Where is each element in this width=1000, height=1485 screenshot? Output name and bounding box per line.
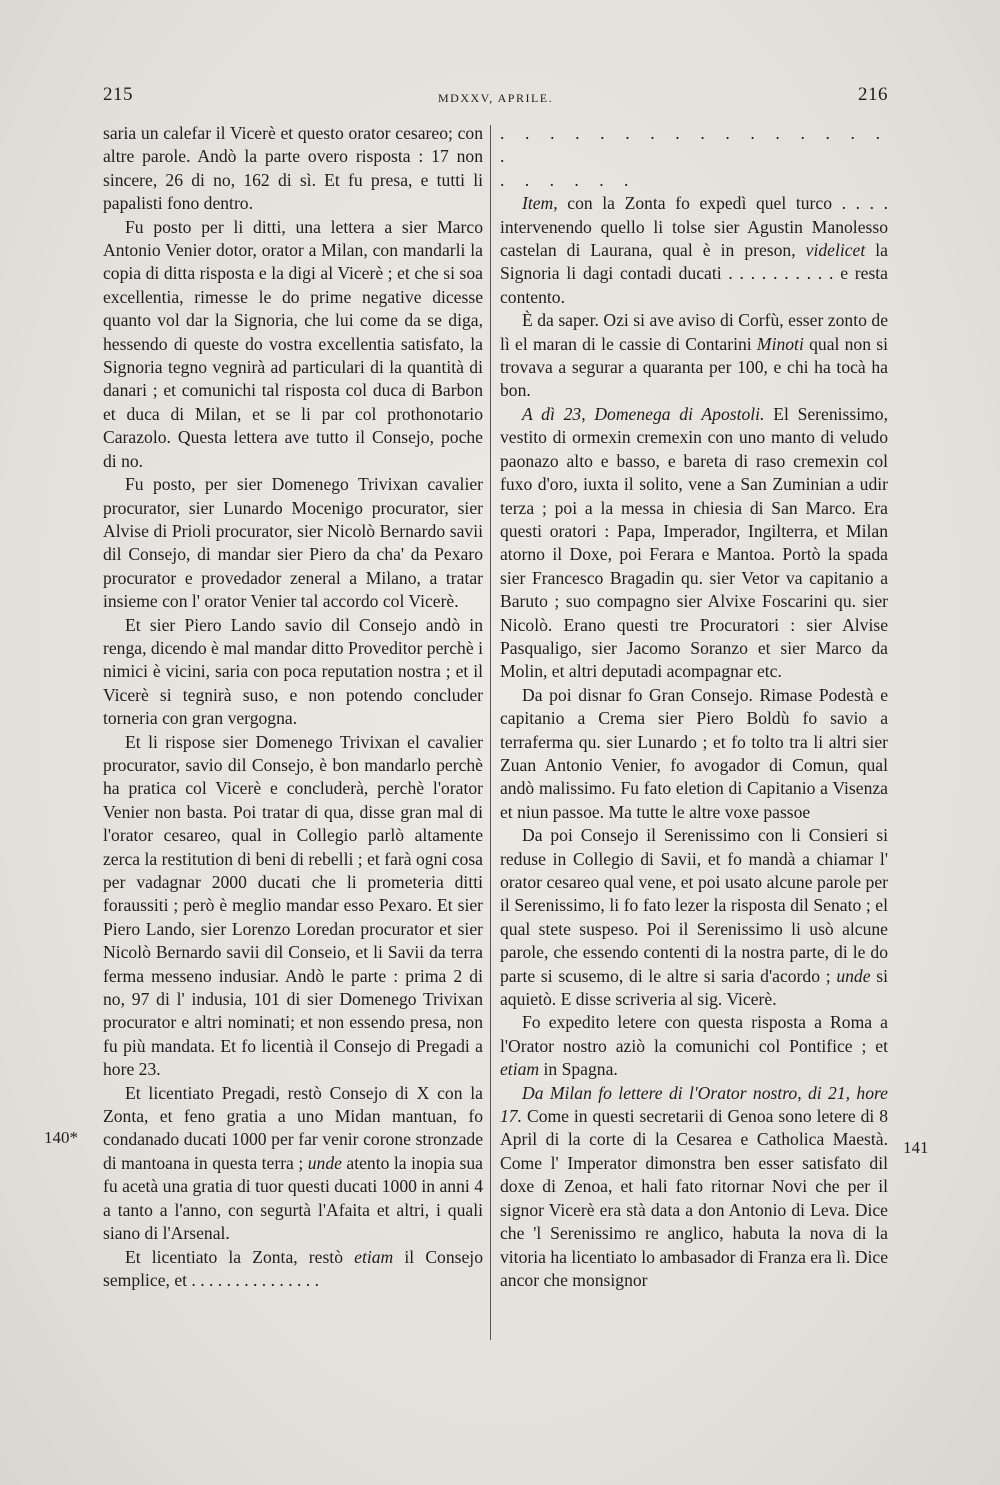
right-page-number: 216	[858, 84, 888, 105]
column-divider	[490, 125, 491, 1340]
text-run: Fo expedito letere con questa risposta a Roma a l'Orator nostro aziò la comunichi col Pontifice ; et	[500, 1012, 888, 1056]
italic-text: Da Milan fo lettere di l'Orator nostro, di 21, hore 17.	[500, 1082, 888, 1127]
paragraph	[500, 309, 888, 403]
paragraph: saria un calefar il Vicerè et questo orator cesareo; con altre parole. Andò la parte overo risposta : 17 non sincere, 26 di no, 162 di sì. Et fu presa, e tutti li papalisti fono dentro.	[103, 123, 483, 214]
text-run: atento la inopia sua fu acetà una gratia di tuor questi ducati 1000 in anni 4 a tanto a l'anno, con segurtà l'Afaita et altri, i quali siano di l'Arsenal.	[103, 1152, 483, 1244]
paragraph	[500, 403, 888, 684]
text-run: si aquietò. E disse scriveria al sig. Vicerè.	[500, 965, 888, 1010]
italic-text: etiam	[354, 1246, 394, 1267]
paragraph	[500, 824, 888, 1011]
italic-text: unde	[836, 965, 871, 986]
left-column	[103, 122, 483, 1292]
paragraph	[500, 1082, 888, 1293]
ellipsis-line: . . . . . . . . . . . . . . . . .	[500, 123, 888, 167]
italic-text: Item,	[522, 193, 558, 214]
text-run: Come in questi secretarii di Genoa sono letere di 8 April di la corte di la Cesarea e Catholica Maestà. Come l' Imperator dimonstra ben esser satisfato dil doxe di Zenoa, et hali fato ritornar Novi che per il signor Vicerè era stà data a don Antonio di Leva. Dice che 'l Serenissimo re anglico, habuta la nova di la vitoria ha licentiato lo ambasador di Franza era lì. Dice ancor che monsignor	[500, 1106, 889, 1290]
text-run: qual non si trovava a segurar a quaranta per 100, e chi ha tocà ha bon.	[500, 333, 888, 401]
paragraph: Et li rispose sier Domenego Trivixan el cavalier procurator, savio dil Consejo, è bon mandarlo perchè ha pratica col Vicerè e concluderà, perchè l'orator Venier non basta. Poi tratar di qua, disse gran mal di l'orator cesareo, qual in Collegio parlò altamente zerca la restitution di beni di rebelli ; et farà ogni cosa per vadagnar 2000 ducati che li prometeria ditti foraussiti ; però è meglio mandar esso Pexaro. Et sier Piero Lando, sier Lorenzo Loredan procurator et sier Nicolò Bernardo savii dil Conseio, et li Savii da terra ferma messeno indusiar. Andò le parte : prima 2 di no, 97 di l' indusia, 101 di sier Domenego Trivixan procurator e altri nominati; et non essendo presa, non fu più mandata. Et fo licentià il Consejo di Pregadi a hore 23.	[103, 731, 483, 1080]
italic-text: A dì 23, Domenega di Apostoli.	[522, 403, 765, 424]
right-margin-number: 141	[903, 1138, 929, 1157]
text-run: Et licentiato la Zonta, restò	[125, 1246, 343, 1267]
italic-text: Minoti	[756, 333, 804, 354]
paragraph	[500, 192, 888, 309]
paragraph	[500, 1011, 888, 1081]
paragraph	[103, 1246, 483, 1293]
text-run: Et licentiato Pregadi, restò Consejo di X con la Zonta, et feno gratia a uno Midan mantuan, fo condanado ducati 1000 per far venir corone stronzade di mantoana in questa terra ;	[103, 1082, 483, 1173]
ellipsis-line: . . . . . .	[500, 169, 637, 190]
text-run: in Spagna.	[543, 1059, 618, 1080]
paragraph: Fu posto, per sier Domenego Trivixan cavalier procurator, sier Lunardo Mocenigo procurator, sier Alvise di Prioli procurator, sier Nicolò Bernardo savii dil Consejo, di mandar sier Piero da cha' da Pexaro procurator e provedador zeneral a Milano, a tratar insieme con l' orator Venier tal accordo col Vicerè.	[103, 474, 483, 612]
text-run: con la Zonta fo expedì quel turco . . . . intervenendo quello li tolse sier Agustin Manolesso castelan di Laurana, qual è in preson,	[500, 193, 888, 261]
left-margin-number: 140*	[44, 1128, 78, 1147]
text-run: È da saper. Ozi si ave aviso di Corfù, esser zonto de lì el maran di le cassie di Contarini	[500, 310, 888, 354]
right-column	[500, 122, 888, 1292]
paragraph: Et sier Piero Lando savio dil Consejo andò in renga, dicendo è mal mandar ditto Proveditor perchè i nimici è vicini, saria con poca reputation nostra ; et il Vicerè si tegnirà suso, e non potendo concluder torneria con gran vergogna.	[103, 614, 483, 729]
italic-text: videlicet	[805, 240, 866, 261]
paragraph: Fu posto per li ditti, una lettera a sier Marco Antonio Venier dotor, orator a Milan, con mandarli la copia di ditta risposta e la digi al Vicerè ; et che si soa excellentia, rimesse le do prime negative dicesse quanto vol dar la Signoria, che lui come da se diga, hessendo di queste do vostra excellentia satisfato, la Signoria tegno vegnirà ad particulari di la quantità di danari ; et comunichi tal risposta col duca di Barbon et duca di Milan, et se li par col prothonotario Carazolo. Questa lettera ave tutto il Consejo, poche di no.	[103, 216, 483, 471]
text-run: El Serenissimo, vestito di ormexin cremexin con uno manto di veludo paonazo alto e basso, e bareta di raso cremexin col fuxo d'oro, iuxta il solito, vene a San Zuminian a udir terza ; poi a la messa in chiesia di San Marco. Era questi oratori : Papa, Imperador, Ingilterra, et Milan atorno il Doxe, poi Ferara e Mantoa. Portò la spada sier Francesco Bragadin qu. sier Vetor va capitanio a Baruto ; suo compagno sier Alvixe Foscarini qu. sier Nicolò. Erano questi tre Procuratori : sier Alvise Pasqualigo, sier Jacomo Soranzo et sier Marco da Molin, et altri deputadi acompagnar etc.	[500, 403, 888, 682]
paragraph	[103, 1082, 483, 1246]
italic-text: etiam	[500, 1059, 540, 1080]
italic-text: unde	[307, 1152, 342, 1173]
text-run: il Consejo semplice, et . . . . . . . . . . . . . . .	[103, 1246, 483, 1290]
text-run: Da poi Consejo il Serenissimo con li Consieri si reduse in Collegio di Savii, et fo mandà a chiamar l' orator cesareo qual vene, et poi usato alcune parole per il Serenissimo, li fo fato lezer la risposta dil Senato ; el qual stete suspeso. Poi il Serenissimo li usò alcune parole, che essendo contenti di la nostra parte, di le do parte si scusemo, di le altre si saria d'acordo ;	[500, 825, 888, 986]
paragraph: Da poi disnar fo Gran Consejo. Rimase Podestà e capitanio a Crema sier Piero Boldù fo savio a terraferma qu. sier Lunardo ; et fo tolto tra li altri sier Zuan Antonio Venier, fo avogador di Comun, qual andò malissimo. Fu fato eletion di Capitanio a Visenza et niun passoe. Ma tutte le altre voxe passoe	[500, 684, 888, 822]
left-page-number: 215	[103, 84, 133, 105]
running-header: MDXXV, APRILE.	[438, 91, 554, 105]
text-run: la Signoria li dagi contadi ducati . . . . . . . . . . e resta contento.	[500, 240, 888, 307]
